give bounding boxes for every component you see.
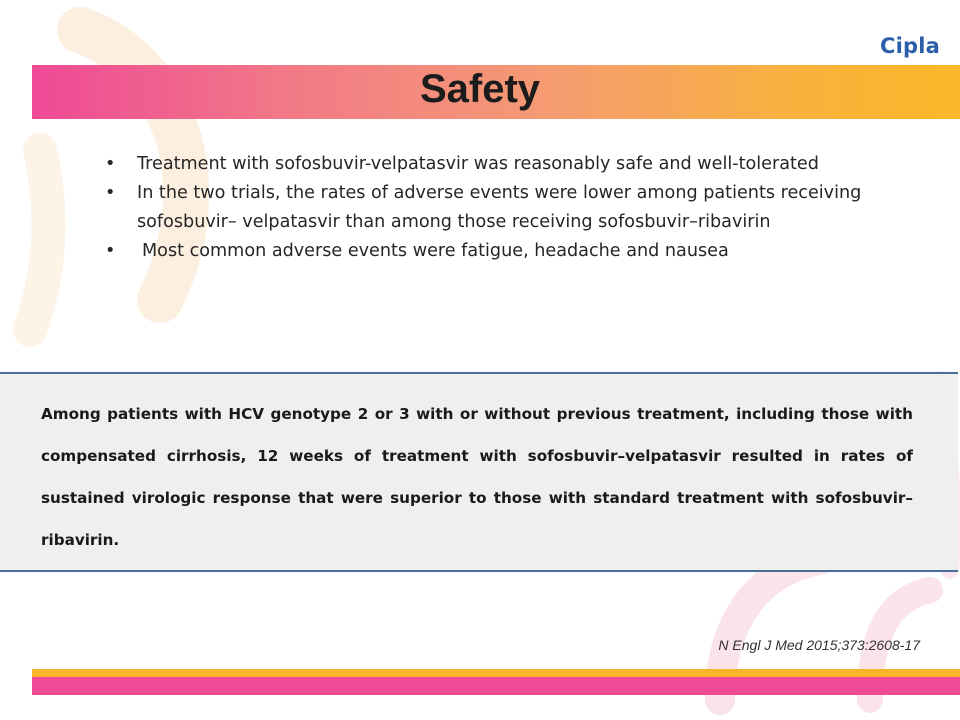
footer-pink-stripe [32,677,960,695]
bullet-text: In the two trials, the rates of adverse events were lower among patients receiving sofosbuvir– velpatasvir than among those receiving sofosbuvir–ribavirin [137,183,862,232]
footer-gold-stripe [32,669,960,677]
bullet-text: Most common adverse events were fatigue, headache and nausea [142,241,729,261]
bullet-item [104,150,864,179]
bullet-dot-icon: • [105,241,116,261]
bullet-dot-icon: • [105,154,116,174]
bullet-text: Treatment with sofosbuvir-velpatasvir was reasonably safe and well-tolerated [137,154,819,174]
slide-title: Safety [419,67,541,111]
bullet-item [104,237,864,266]
bullet-dot-icon: • [105,183,116,203]
bullet-item [104,179,864,237]
citation: N Engl J Med 2015;373:2608-17 [718,637,920,653]
bullet-list [104,150,864,266]
summary-text: Among patients with HCV genotype 2 or 3 with or without previous treatment, including those with compensated cirrhosis, 12 weeks of treatment with sofosbuvir–velpatasvir resulted in rates of sustained virologic response that were superior to those with standard treatment with sofosbuvir–ribavirin. [41,405,913,549]
cipla-logo: Cipla [879,34,940,58]
